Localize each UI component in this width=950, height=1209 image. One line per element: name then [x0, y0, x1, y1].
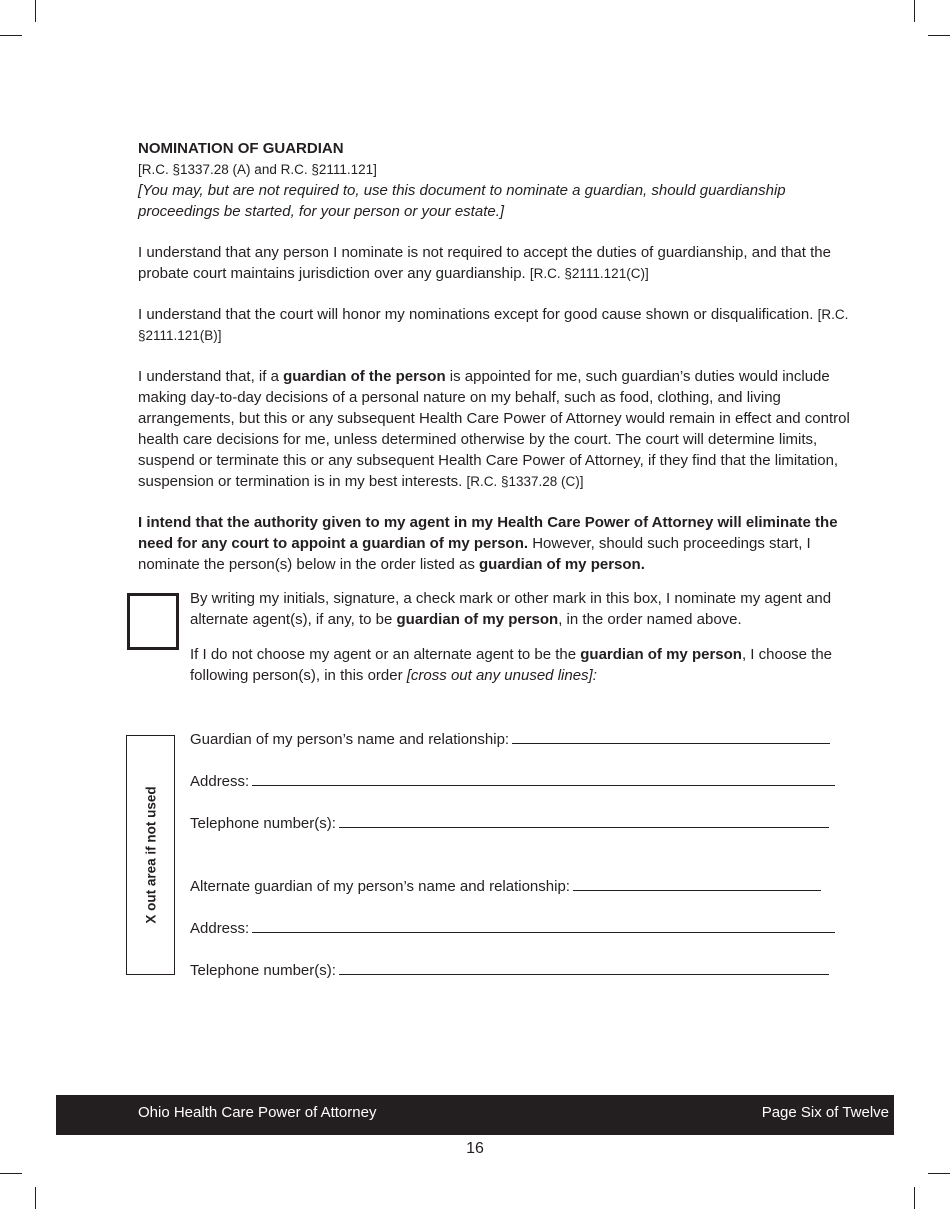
checkbox-text: [190, 588, 850, 686]
alternate-address-field[interactable]: Address:: [190, 918, 835, 939]
footer-bar: [56, 1095, 894, 1135]
checkbox-statement: By writing my initials, signature, a check mark or other mark in this box, I nominate my agent and alternate agent(s), if any, to be guardian of my person, in the order named above.: [190, 590, 832, 628]
guardian-address-line[interactable]: [252, 771, 835, 786]
alternate-telephone-field[interactable]: Telephone number(s):: [190, 960, 829, 981]
guardian-telephone-field[interactable]: Telephone number(s):: [190, 813, 829, 834]
paragraph-intent: I intend that the authority given to my agent in my Health Care Power of Attorney will eliminate the need for any court to appoint a guardian of my person. However, should such proceedings start, I nominate the person(s) below in the order listed as guardian of my person.: [138, 514, 838, 573]
section-title: NOMINATION OF GUARDIAN: [138, 140, 344, 157]
crop-mark: [0, 35, 22, 36]
paragraph-acceptance: I understand that any person I nominate is not required to accept the duties of guardianship, and that the probate court maintains jurisdiction over any guardianship. [R.C. §2111.121(C)]: [138, 244, 831, 282]
crop-mark: [914, 0, 915, 22]
guardian-address-field[interactable]: Address:: [190, 771, 835, 792]
section-intro: [You may, but are not required to, use this document to nominate a guardian, should guardianship proceedings be started, for your person or your estate.]: [138, 182, 786, 220]
section-citation: [R.C. §1337.28 (A) and R.C. §2111.121]: [138, 162, 377, 177]
alternate-guardian-name-field[interactable]: Alternate guardian of my person’s name and relationship:: [190, 876, 821, 897]
paragraph-guardian-duties: I understand that, if a guardian of the person is appointed for me, such guardian’s duties would include making day-to-day decisions of a personal nature on my behalf, such as food, clothing, and living arrangements, but this or any subsequent Health Care Power of Attorney would remain in effect and control health care decisions for me, unless determined otherwise by the court. The court will determine limits, suspend or terminate this or any subsequent Health Care Power of Attorney, if they find that the limitation, suspension or termination is in my best interests. [R.C. §1337.28 (C)]: [138, 368, 850, 490]
crop-mark: [0, 1173, 22, 1174]
crop-mark: [35, 1187, 36, 1209]
crop-mark: [928, 35, 950, 36]
alternate-guardian-name-line[interactable]: [573, 876, 821, 891]
guardian-telephone-line[interactable]: [339, 813, 829, 828]
x-out-label: X out area if not used: [143, 786, 158, 924]
crop-mark: [35, 0, 36, 22]
document-body: [138, 138, 860, 575]
alternate-choice-statement: If I do not choose my agent or an alternate agent to be the guardian of my person, I choose the following person(s), in this order [cross out any unused lines]:: [190, 646, 833, 684]
page-number: 16: [466, 1140, 484, 1157]
paragraph-court-honor: I understand that the court will honor my nominations except for good cause shown or disqualification. [R.C. §2111.121(B)]: [138, 306, 849, 343]
crop-mark: [914, 1187, 915, 1209]
nomination-checkbox[interactable]: [127, 593, 179, 650]
alternate-address-line[interactable]: [252, 918, 835, 933]
footer-page-label: Page Six of Twelve: [761, 1104, 889, 1121]
alternate-telephone-line[interactable]: [339, 960, 829, 975]
crop-mark: [928, 1173, 950, 1174]
x-out-area[interactable]: [126, 735, 175, 975]
footer-document-title: Ohio Health Care Power of Attorney: [138, 1104, 377, 1121]
guardian-name-line[interactable]: [512, 729, 830, 744]
guardian-name-field[interactable]: Guardian of my person’s name and relationship:: [190, 729, 830, 750]
